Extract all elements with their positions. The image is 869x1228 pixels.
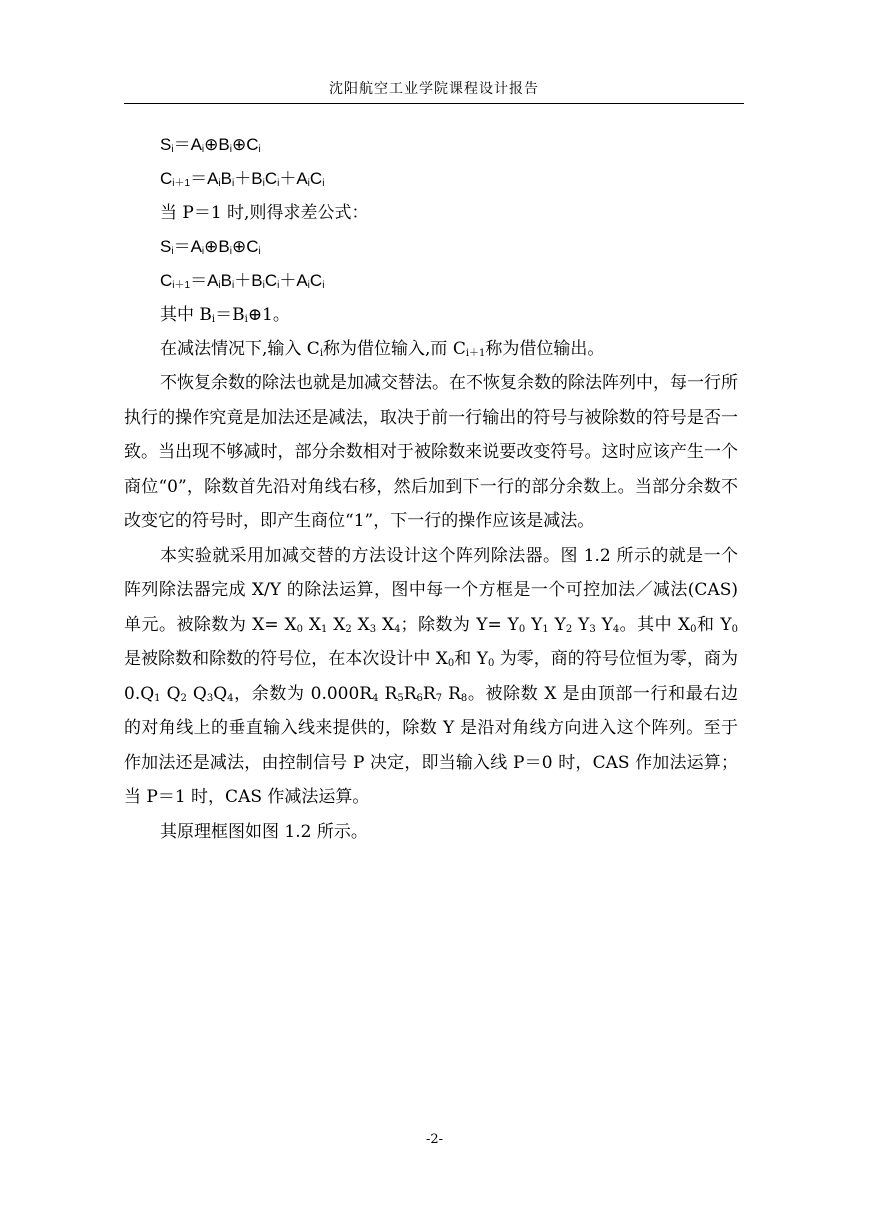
formula-difference: $S_i=A_i\oplus B_i\oplus C_i$ — [160, 237, 261, 257]
paragraph-array-divider: 本实验就采用加减交替的方法设计这个阵列除法器。图 1.2 所示的就是一个阵列除法器完成 X/Y 的除法运算，图中每一个方框是一个可控加法／减法(CAS)单元。被除数为 $X= X_0$ $X_1$ $X_2$ $X_3$ $X_4$；除数为 $Y= Y_0$ $Y_1$ $Y_2$ $Y_3$ $Y_4$。其中 $X_0$和 $Y_0$是被除数和除数的符号位，在本次设计中 $X_0$和 $Y_0$ 为零，商的符号位恒为零，商为 $0.Q_1$ $Q_2$ $Q_3Q_4$，余数为 $0.000R_4$ $R_5R_6R_7$ $R_8$。被除数 X 是由顶部一行和最右边的对角线上的垂直输入线来提供的，除数 Y 是沿对角线方向进入这个阵列。至于作加法还是减法，由控制信号 P 决定，即当输入线 P＝0 时，CAS 作加法运算；当 P＝1 时，CAS 作减法运算。 — [124, 545, 739, 807]
difference-intro: 当 P＝1 时,则得求差公式： — [160, 203, 369, 223]
where-clause: 其中 $B_i=B_i\oplus 1$。 — [160, 305, 290, 325]
paragraph-nonrestoring: 不恢复余数的除法也就是加减交替法。在不恢复余数的除法阵列中，每一行所执行的操作究竟是加法还是减法，取决于前一行输出的符号与被除数的符号是否一致。当出现不够减时，部分余数相对于被除数来说要改变符号。这时应该产生一个商位“0”，除数首先沿对角线右移，然后加到下一行的部分余数上。当部分余数不改变它的符号时，即产生商位“1”，下一行的操作应该是减法。 — [124, 373, 738, 531]
header-rule — [124, 103, 744, 104]
page-number: -2- — [425, 1132, 444, 1147]
formula-carry: $C_{i+1}=A_iB_i+B_iC_i+A_iC_i$ — [160, 169, 325, 189]
page-body — [124, 128, 738, 849]
formula-borrow: $C_{i+1}=A_iB_i+B_iC_i+A_iC_i$ — [160, 271, 325, 291]
borrow-clause: 在减法情况下,输入 $C_i$称为借位输入,而 $C_{i+1}$称为借位输出。 — [160, 339, 605, 359]
paragraph-diagram-ref: 其原理框图如图 1.2 所示。 — [160, 821, 368, 842]
formula-sum: $S_i=A_i\oplus B_i\oplus C_i$ — [160, 135, 261, 155]
page-header: 沈阳航空工业学院课程设计报告 — [329, 81, 539, 97]
